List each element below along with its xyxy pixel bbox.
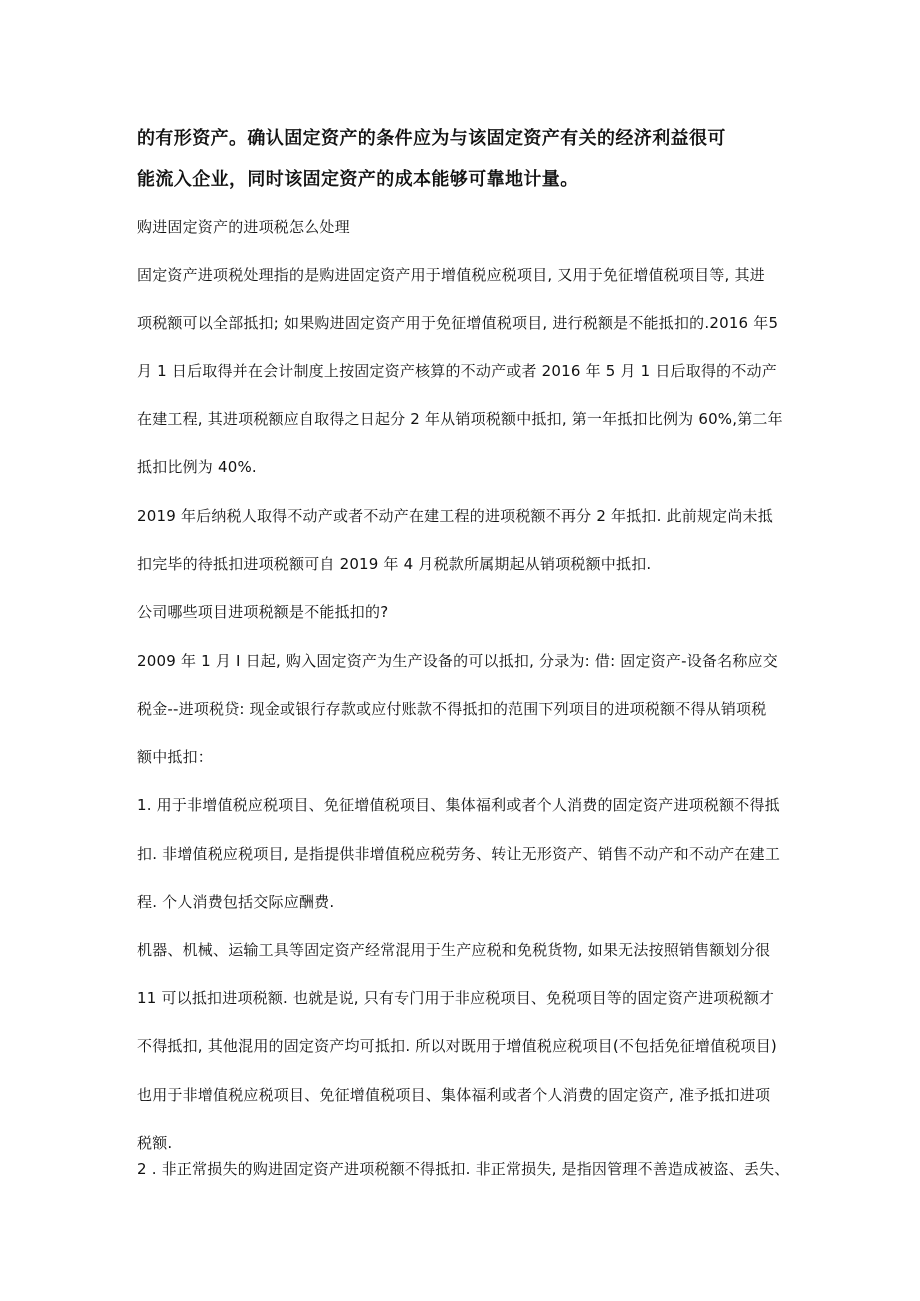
section1-p1-line: 项税额可以全部抵扣; 如果购进固定资产用于免征增值税项目, 进行税额是不能抵扣的.2016 年5 <box>137 314 779 332</box>
section1-p1-line: 固定资产进项税处理指的是购进固定资产用于增值税应税项目, 又用于免征增值税项目等, 其进 <box>137 266 765 284</box>
section2-p2-line: 11 可以抵扣进项税额. 也就是说, 只有专门用于非应税项目、免税项目等的固定资产进项税额才 <box>137 989 775 1007</box>
section1-p2-line: 2019 年后纳税人取得不动产或者不动产在建工程的进项税额不再分 2 年抵扣. 此前规定尚未抵 <box>137 507 773 525</box>
section2-p1-line: 额中抵扣： <box>137 748 214 766</box>
intro-line-2: 能流入企业，同时该固定资产的成本能够可靠地计量。 <box>137 169 579 190</box>
section2-heading: 公司哪些项目进项税额是不能抵扣的? <box>137 603 389 621</box>
section2-p2-line: 也用于非增值税应税项目、免征增值税项目、集体福利或者个人消费的固定资产, 准予抵扣进项 <box>137 1086 771 1104</box>
section2-p2-line: 税额. <box>137 1134 173 1152</box>
section1-heading: 购进固定资产的进项税怎么处理 <box>137 218 350 236</box>
section2-item2-line: 2 . 非正常损失的购进固定资产进项税额不得抵扣. 非正常损失, 是指因管理不善造成被盗、丢失、 <box>137 1160 790 1178</box>
intro-line-1: 的有形资产。确认固定资产的条件应为与该固定资产有关的经济利益很可 <box>137 128 726 149</box>
section1-p1-line: 在建工程, 其进项税额应自取得之日起分 2 年从销项税额中抵扣, 第一年抵扣比例为 60%,第二年 <box>137 410 783 428</box>
section2-item1-line: 程. 个人消费包括交际应酬费. <box>137 893 335 911</box>
section2-item1-line: 扣. 非增值税应税项目, 是指提供非增值税应税劳务、转让无形资产、销售不动产和不动产在建工 <box>137 845 781 863</box>
section2-p1-line: 2009 年 1 月 I 日起, 购入固定资产为生产设备的可以抵扣, 分录为: 借: 固定资产-设备名称应交 <box>137 652 778 670</box>
section1-p1-line: 抵扣比例为 40%. <box>137 458 257 476</box>
section2-p2-line: 机器、机械、运输工具等固定资产经常混用于生产应税和免税货物, 如果无法按照销售额划分很 <box>137 941 771 959</box>
section2-item1-line: 1. 用于非增值税应税项目、免征增值税项目、集体福利或者个人消费的固定资产进项税额不得抵 <box>137 796 780 814</box>
section2-p1-line: 税金--进项税贷: 现金或银行存款或应付账款不得抵扣的范围下列项目的进项税额不得从销项税 <box>137 700 767 718</box>
section1-p2-line: 扣完毕的待抵扣进项税额可自 2019 年 4 月税款所属期起从销项税额中抵扣. <box>137 555 652 573</box>
section2-p2-line: 不得抵扣, 其他混用的固定资产均可抵扣. 所以对既用于增值税应税项目(不包括免征增值税项目) <box>137 1037 777 1055</box>
section1-p1-line: 月 1 日后取得并在会计制度上按固定资产核算的不动产或者 2016 年 5 月 1 日后取得的不动产 <box>137 362 777 380</box>
